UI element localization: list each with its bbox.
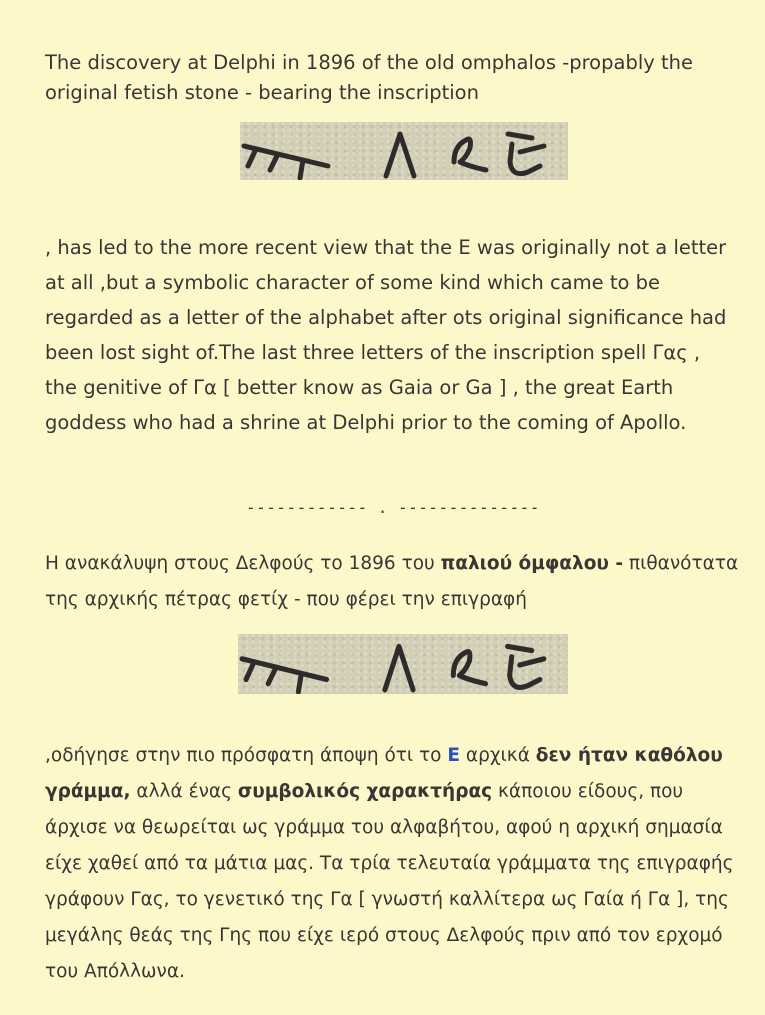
greek-body-bold-2: συμβολικός χαρακτήρας (237, 781, 493, 802)
greek-body-letter-e: E (447, 745, 461, 766)
greek-body-text-2: αρχικά (460, 745, 536, 766)
greek-body-bold-1: δεν ήταν καθόλου γράμμα, (45, 745, 723, 802)
greek-intro-paragraph (45, 546, 745, 618)
inscription-image (240, 122, 568, 180)
greek-body-text-3: αλλά ένας (130, 781, 238, 802)
english-intro-paragraph: The discovery at Delphi in 1896 of the old omphalos -propably the original fetish stone - bearing the inscription (45, 51, 693, 104)
greek-intro-bold: παλιού όμφαλου - (440, 553, 624, 574)
greek-body-text-1: ,οδήγησε στην πιο πρόσφατη άποψη ότι το (45, 745, 448, 766)
greek-body-paragraph (45, 738, 745, 990)
english-body-paragraph: , has led to the more recent view that the E was originally not a letter at all ,but a symbolic character of some kind which came to be regarded as a letter of the alphabet after ots original significance had been lost sight of.The last three letters of the inscription spell Γας , the genitive of Γα [ better know as Gaia or Ga ] , the great Earth goddess who had a shrine at Delphi prior to the coming of Apollo. (45, 236, 727, 434)
inscription-image-greek (238, 634, 568, 694)
greek-intro-text-1: Η ανακάλυψη στους Δελφούς το 1896 του (45, 553, 441, 574)
section-separator: ------------ . -------------- (246, 498, 540, 517)
greek-intro-text-2: πιθανότατα της αρχικής πέτρας φετίχ - που φέρει την επιγραφή (45, 553, 739, 610)
greek-body-text-4: κάποιου είδους, που άρχισε να θεωρείται ως γράμμα του αλφαβήτου, αφού η αρχική σημασία είχε χαθεί από τα μάτια μας. Τα τρία τελευταία γράμματα της επιγραφής γράφουν Γας, το γενετικό της Γα [ γνωστή καλλίτερα ως Γαία ή Γα ], της μεγάλης θεάς της Γης που είχε ιερό στους Δελφούς πριν από τον ερχομό του Απόλλωνα. (45, 781, 734, 982)
